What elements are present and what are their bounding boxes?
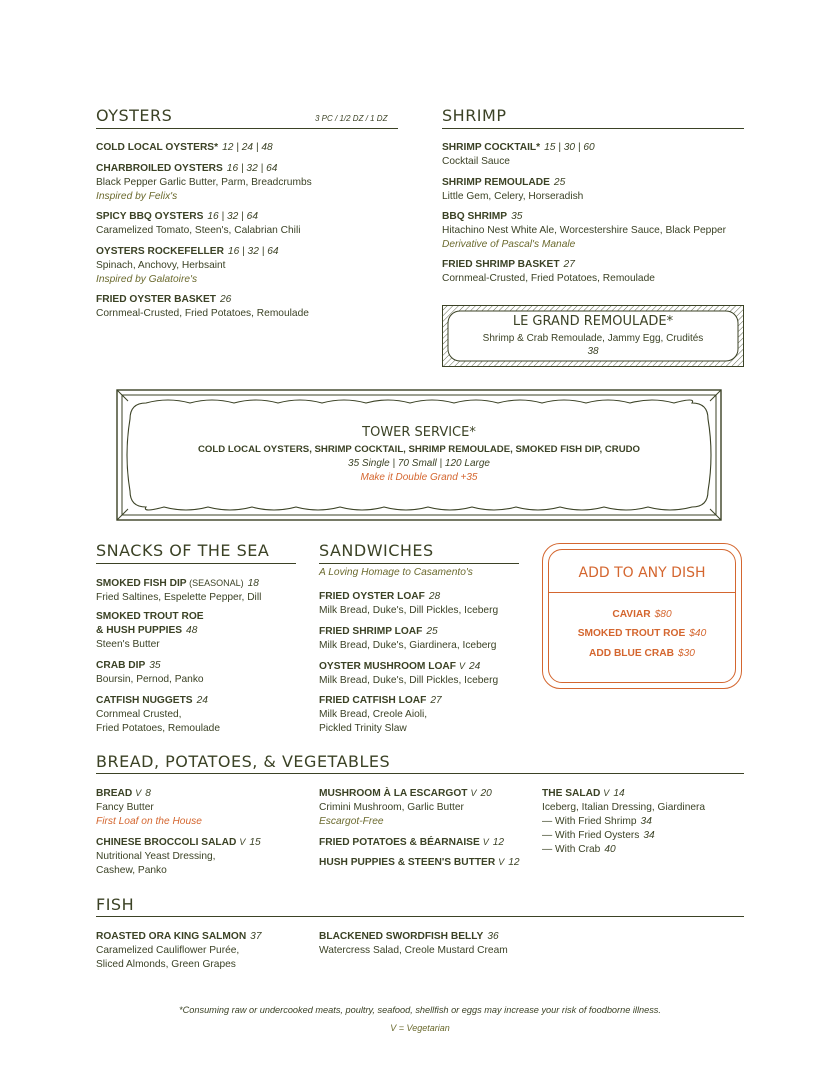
menu-item: THE SALAD V 14 Iceberg, Italian Dressing, Giardinera — With Fried Shrimp 34 — With Fried Oysters 34 — With Crab 40 — [542, 788, 706, 855]
menu-item: SPICY BBQ OYSTERS 16 | 32 | 64 Caramelized Tomato, Steen's, Calabrian Chili — [96, 211, 301, 236]
oysters-title: OYSTERS — [96, 106, 173, 125]
menu-item: SMOKED TROUT ROE & HUSH PUPPIES 48 Steen's Butter — [96, 611, 204, 650]
fish-title: FISH — [96, 895, 135, 914]
vegetarian-icon: V — [458, 661, 465, 671]
oysters-sizes: 3 PC / 1/2 DZ / 1 DZ — [315, 114, 388, 123]
shrimp-rule — [442, 128, 744, 129]
snacks-rule — [96, 563, 296, 564]
menu-item: MUSHROOM À LA ESCARGOT V 20 Crimini Mushroom, Garlic Butter Escargot-Free — [319, 788, 492, 827]
addon-item: CAVIAR $80 — [612, 609, 672, 620]
menu-item: BLACKENED SWORDFISH BELLY 36 Watercress Salad, Creole Mustard Cream — [319, 931, 508, 956]
menu-item: SMOKED FISH DIP (SEASONAL) 18 Fried Saltines, Espelette Pepper, Dill — [96, 578, 262, 603]
menu-item: HUSH PUPPIES & STEEN'S BUTTER V 12 — [319, 857, 520, 868]
oysters-rule — [96, 128, 398, 129]
menu-item: FRIED SHRIMP LOAF 25 Milk Bread, Duke's, Giardinera, Iceberg — [319, 626, 497, 651]
menu-item: SHRIMP REMOULADE 25 Little Gem, Celery, Horseradish — [442, 177, 584, 202]
shrimp-title: SHRIMP — [442, 106, 507, 125]
vegetarian-icon: V — [482, 837, 489, 847]
menu-item: FRIED OYSTER BASKET 26 Cornmeal-Crusted, Fried Potatoes, Remoulade — [96, 294, 309, 319]
menu-item: FRIED SHRIMP BASKET 27 Cornmeal-Crusted, Fried Potatoes, Remoulade — [442, 259, 655, 284]
menu-item: CRAB DIP 35 Boursin, Pernod, Panko — [96, 660, 204, 685]
vegetarian-icon: V — [135, 788, 142, 798]
vegetarian-icon: V — [498, 857, 505, 867]
menu-item: ROASTED ORA KING SALMON 37 Caramelized Cauliflower Purée, Sliced Almonds, Green Grapes — [96, 931, 262, 970]
vegetarian-icon: V — [470, 788, 477, 798]
tower-prices: 35 Single | 70 Small | 120 Large — [348, 458, 490, 469]
menu-item: SHRIMP COCKTAIL* 15 | 30 | 60 Cocktail Sauce — [442, 142, 595, 167]
tower-items: COLD LOCAL OYSTERS, SHRIMP COCKTAIL, SHRIMP REMOULADE, SMOKED FISH DIP, CRUDO — [197, 444, 641, 455]
bread-rule — [96, 773, 744, 774]
sandwiches-rule — [319, 563, 519, 564]
vegetarian-icon: V — [239, 837, 246, 847]
sandwiches-title: SANDWICHES — [319, 541, 434, 560]
menu-item: BBQ SHRIMP 35 Hitachino Nest White Ale, Worcestershire Sauce, Black Pepper Derivative of Pascal's Manale — [442, 211, 727, 250]
grand-remoulade-desc: Shrimp & Crab Remoulade, Jammy Egg, Crudités — [482, 333, 704, 344]
footer-legend: V = Vegetarian — [390, 1023, 450, 1033]
menu-item: BREAD V 8 Fancy Butter First Loaf on the House — [96, 788, 202, 827]
addon-rule — [548, 592, 736, 593]
menu-item: FRIED POTATOES & BÉARNAISE V 12 — [319, 837, 505, 848]
fish-rule — [96, 916, 744, 917]
menu-item: FRIED CATFISH LOAF 27 Milk Bread, Creole Aioli, Pickled Trinity Slaw — [319, 695, 442, 734]
addon-item: SMOKED TROUT ROE $40 — [577, 628, 707, 639]
sandwiches-subtitle: A Loving Homage to Casamento's — [319, 567, 473, 578]
footer-disclaimer: *Consuming raw or undercooked meats, poultry, seafood, shellfish or eggs may increase your risk of foodborne illness. — [179, 1005, 661, 1015]
grand-remoulade-title: LE GRAND REMOULADE* — [512, 314, 674, 329]
grand-remoulade-price: 38 — [587, 346, 599, 357]
menu-item: CHINESE BROCCOLI SALAD V 15 Nutritional Yeast Dressing, Cashew, Panko — [96, 837, 261, 876]
tower-service-frame — [116, 389, 722, 521]
menu-item: FRIED OYSTER LOAF 28 Milk Bread, Duke's, Dill Pickles, Iceberg — [319, 591, 499, 616]
vegetarian-icon: V — [603, 788, 610, 798]
menu-item: OYSTERS ROCKEFELLER 16 | 32 | 64 Spinach, Anchovy, Herbsaint Inspired by Galatoire's — [96, 246, 279, 285]
snacks-title: SNACKS OF THE SEA — [96, 541, 270, 560]
menu-item: OYSTER MUSHROOM LOAF V 24 Milk Bread, Duke's, Dill Pickles, Iceberg — [319, 661, 499, 686]
addon-title: ADD TO ANY DISH — [578, 565, 706, 581]
tower-upgrade: Make it Double Grand +35 — [360, 472, 478, 483]
addon-item: ADD BLUE CRAB $30 — [589, 648, 695, 659]
menu-item: CATFISH NUGGETS 24 Cornmeal Crusted, Fried Potatoes, Remoulade — [96, 695, 221, 734]
bread-title: BREAD, POTATOES, & VEGETABLES — [96, 752, 391, 771]
menu-item: COLD LOCAL OYSTERS* 12 | 24 | 48 — [96, 142, 273, 153]
tower-title: TOWER SERVICE* — [362, 425, 476, 440]
menu-item: CHARBROILED OYSTERS 16 | 32 | 64 Black Pepper Garlic Butter, Parm, Breadcrumbs Inspired by Felix's — [96, 163, 312, 202]
